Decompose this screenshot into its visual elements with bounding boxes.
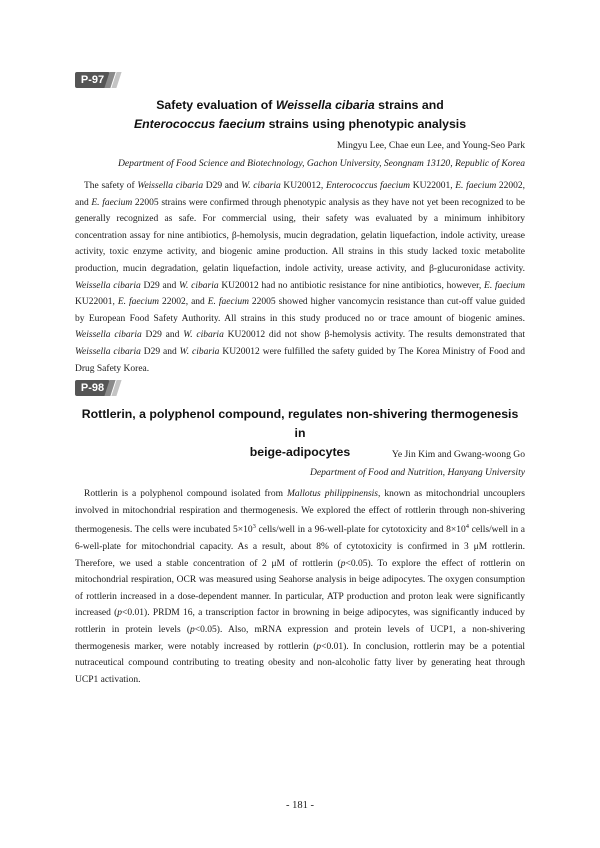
abstract-text: cells/well in a 96-well-plate for cytotoxicity and 8×10: [255, 525, 466, 536]
abstract-text: 3: [252, 523, 256, 531]
affiliation-p97: Department of Food Science and Biotechnology, Gachon University, Seongnam 13120, Republic of Korea: [117, 158, 525, 169]
italic-term: W. cibaria: [179, 346, 220, 357]
italic-term: Mallotus philippinensis: [286, 489, 379, 499]
abstract-text: <0.01). In conclusion, rottlerin may be a potential nutraceutical compound contributing to treating obesity and non-alcoholic fatty liver by generating heat through UCP1 activation.: [75, 641, 525, 685]
title-text: strains and: [374, 98, 444, 112]
abstract-text: D29 and: [140, 280, 179, 291]
title-text: Rottlerin, a polyphenol compound, regulates non-shivering thermogenesis in: [81, 407, 519, 440]
title-species: Weissella cibaria: [275, 98, 375, 112]
italic-term: W. cibaria: [241, 181, 281, 191]
abstract-text: <0.01). PRDM 16, a transcription factor in browning in beige adipocytes, was significantly induced by rottlerin in protein levels (: [75, 608, 526, 635]
abstract-text: D29 and: [140, 346, 180, 357]
italic-term: p: [117, 608, 123, 619]
abstract-text: KU20012 did not show β-hemolysis activity. The results demonstrated that: [223, 330, 526, 341]
abstract-paragraph: [75, 486, 525, 688]
abstract-text: KU20012 were fulfilled the safety guided by The Korea Ministry of Food and Drug Safety Korea.: [75, 346, 526, 374]
abstract-text: KU22001,: [410, 181, 456, 191]
abstract-text: KU20012 had no antibiotic resistance for nine antibiotics, however,: [218, 280, 485, 291]
poster-badge-p97: [75, 72, 121, 88]
badge-label: P-98: [80, 382, 105, 394]
italic-term: Enterococcus faecium: [325, 181, 411, 191]
abstract-text: D29 and: [203, 181, 242, 191]
italic-term: p: [340, 558, 346, 569]
affiliation-p98: Department of Food and Nutrition, Hanyang University: [309, 467, 525, 478]
title-species: Enterococcus faecium: [133, 117, 266, 131]
italic-term: E. faecium: [484, 280, 526, 291]
abstract-text: KU22001,: [75, 297, 118, 308]
abstract-paragraph: [75, 178, 525, 377]
italic-term: E. faecium: [207, 297, 249, 308]
abstract-text: KU20012,: [280, 181, 326, 191]
abstract-body-p98: [75, 486, 525, 688]
poster-badge-p98: [75, 380, 121, 396]
abstract-text: <0.05). To explore the effect of rottlerin on mitochondrial respiration, OCR was measured using Seahorse analysis in beige adipocytes. The oxygen consumption of rottlerin increased in a dose-dependent manner. In particular, ATP production and proton leak were significantly increased (: [75, 558, 525, 619]
page-number: - 181 -: [286, 800, 314, 811]
title-text: Safety evaluation of: [156, 98, 276, 112]
italic-term: Weissella cibaria: [137, 181, 204, 191]
italic-term: W. cibaria: [183, 330, 224, 341]
abstract-text: , known as mitochondrial uncouplers involved in mitochondrial respiration and thermogenesis. We explored the effect of rottlerin through non-shivering thermogenesis. The cells were incubated 5×10: [75, 489, 525, 536]
italic-term: Weissella cibaria: [75, 330, 142, 341]
italic-term: p: [316, 641, 322, 652]
abstract-text: <0.05). Also, mRNA expression and protein levels of UCP1, a non-shivering thermogenesis marker, were notably increased by rottlerin (: [75, 624, 525, 652]
italic-term: Weissella cibaria: [75, 346, 141, 357]
badge-label: P-97: [80, 74, 105, 86]
abstract-title-p97: [75, 96, 525, 134]
abstract-text: cells/well in a 6-well-plate for mitochondrial capacity. As a result, about 8% of cytotoxicity is confirmed in 3 μM rottlerin. Therefore, we used a stable concentration of 2 μM of rottlerin (: [75, 525, 525, 569]
abstract-body-p97: [75, 178, 525, 377]
italic-term: Weissella cibaria: [75, 280, 141, 291]
abstract-text: Rottlerin is a polyphenol compound isolated from: [84, 489, 287, 499]
abstract-text: 22002, and: [75, 181, 525, 208]
abstract-text: 22005 showed higher vancomycin resistance than cut-off value guided by European Food Safety Authority. All strains in this study produced no or trace amount of biogenic amines.: [75, 297, 525, 324]
italic-term: E. faecium: [117, 297, 160, 308]
italic-term: E. faecium: [455, 181, 497, 191]
authors-p98: Ye Jin Kim and Gwang-woong Go: [391, 449, 525, 460]
abstract-text: D29 and: [141, 330, 184, 341]
abstract-text: The safety of: [84, 181, 138, 191]
title-text: strains using phenotypic analysis: [265, 117, 467, 131]
abstract-text: 22002, and: [159, 297, 208, 308]
abstract-text: 22005 strains were confirmed through phenotypic analysis as they have not yet been recognized to be generally recognized as safe. For commercial using, their safety was evaluated by a minimum inhibitory concentration assay for nine antibiotics, β-hemolysis, mucin degradation, gelatin liquefaction, indole activity, urease activity, toxic enzyme activity, and biogenic amine production. All strains in this study lacked toxic metabolite production, mucin degradation, gelatin liquefaction, indole activity, urease activity, and β-glucuronidase activity.: [75, 197, 525, 274]
authors-p97: Mingyu Lee, Chae eun Lee, and Young-Seo Park: [336, 140, 525, 151]
italic-term: W. cibaria: [179, 280, 219, 291]
italic-term: p: [190, 624, 195, 635]
abstract-text: 4: [465, 523, 469, 531]
italic-term: E. faecium: [91, 197, 133, 208]
title-text: beige-adipocytes: [249, 445, 351, 459]
